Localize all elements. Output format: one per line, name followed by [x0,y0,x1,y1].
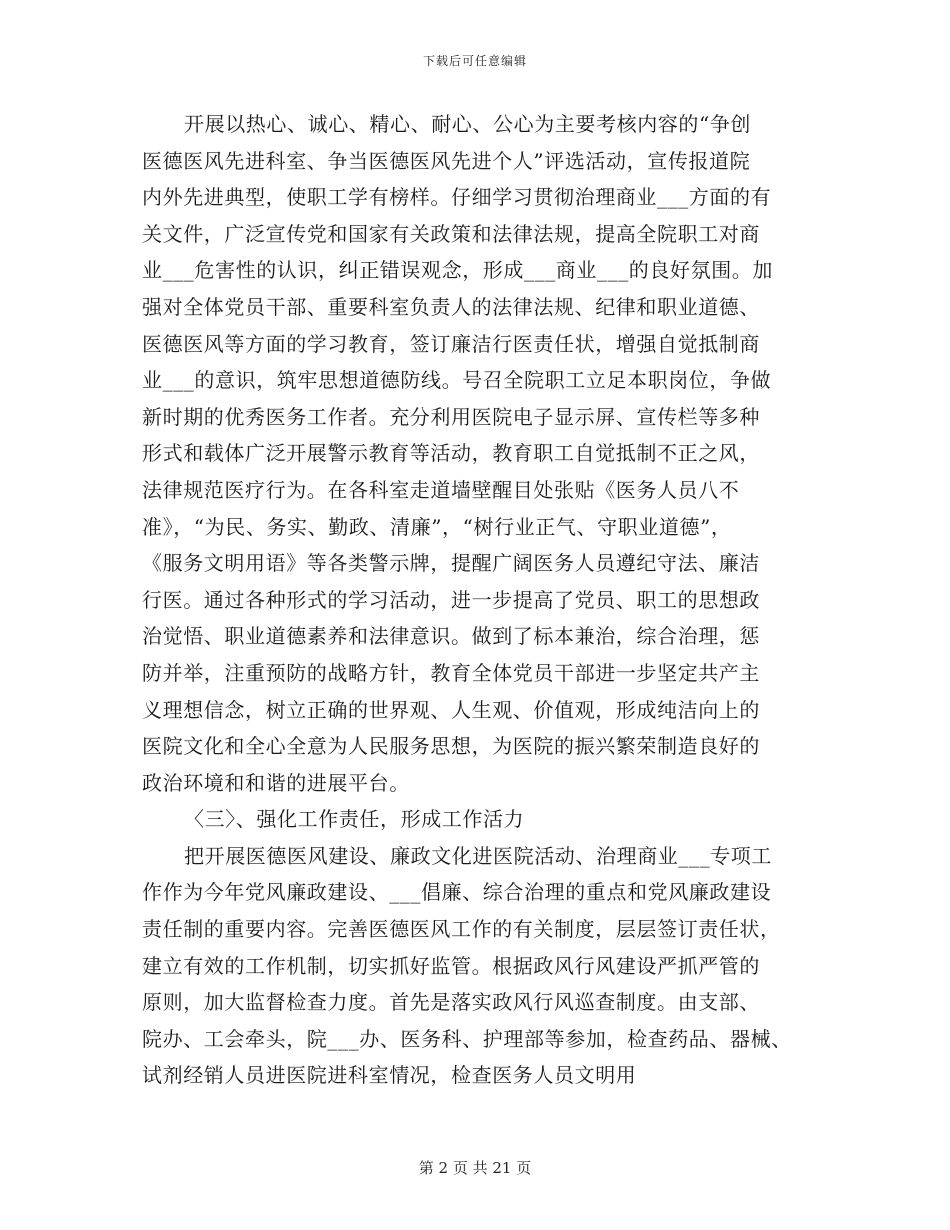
text-line: 院办、工会牵头，院___办、医务科、护理部等参加，检查药品、器械、 [142,1026,792,1051]
text-line: 法律规范医疗行为。在各科室走道墙壁醒目处张贴《医务人员八不 [142,477,740,502]
text-line: 开展以热心、诚心、精心、耐心、公心为主要考核内容的“争创 [184,112,752,136]
text-line: 义理想信念，树立正确的世界观、人生观、价值观，形成纯洁向上的 [142,697,760,722]
text-line: 把开展医德医风建设、廉政文化进医院活动、治理商业___专项工 [184,843,772,868]
text-line: 形式和载体广泛开展警示教育等活动，教育职工自觉抵制不正之风， [142,441,760,466]
text-line: 业___危害性的认识，纠正错误观念，形成___商业___的良好氛围。加 [142,258,773,283]
text-line: 准》，“为民、务实、勤政、清廉”，“树行业正气、守职业道德”， [142,514,732,539]
text-line: 责任制的重要内容。完善医德医风工作的有关制度，层层签订责任状， [142,917,781,942]
text-line: 防并举，注重预防的战略方针，教育全体党员干部进一步坚定共产主 [142,660,760,685]
page-number: 第 2 页 共 21 页 [418,1159,532,1177]
text-line: 新时期的优秀医务工作者。充分利用医院电子显示屏、宣传栏等多种 [142,404,760,429]
text-line: 医德医风先进科室、争当医德医风先进个人”评选活动，宣传报道院 [142,148,751,173]
text-line: 作作为今年党风廉政建设、___倡廉、综合治理的重点和党风廉政建设 [142,880,772,905]
text-line: 政治环境和和谐的进展平台。 [142,770,410,795]
text-line: 内外先进典型，使职工学有榜样。仔细学习贯彻治理商业___方面的有 [142,185,772,210]
text-line: 医德医风等方面的学习教育，签订廉洁行医责任状，增强自觉抵制商 [142,331,760,356]
text-line: 《服务文明用语》等各类警示牌，提醒广阔医务人员遵纪守法、廉洁 [142,551,760,576]
section-heading: 〈三〉、强化工作责任，形成工作活力 [184,807,525,832]
text-line: 医院文化和全心全意为人民服务思想，为医院的振兴繁荣制造良好的 [142,734,760,759]
page-header: 下载后可任意编辑 [422,54,527,68]
text-line: 原则，加大监督检查力度。首先是落实政风行风巡查制度。由支部、 [142,990,760,1015]
text-line: 治觉悟、职业道德素养和法律意识。做到了标本兼治，综合治理，惩 [142,624,760,649]
text-line: 试剂经销人员进医院进科室情况，检查医务人员文明用 [142,1063,637,1088]
text-line: 建立有效的工作机制，切实抓好监管。根据政风行风建设严抓严管的 [142,953,760,978]
text-line: 强对全体党员干部、重要科室负责人的法律法规、纪律和职业道德、 [142,294,760,319]
document-body [142,106,832,1094]
text-line: 行医。通过各种形式的学习活动，进一步提高了党员、职工的思想政 [142,587,760,612]
text-line: 关文件，广泛宣传党和国家有关政策和法律法规，提高全院职工对商 [142,221,760,246]
text-line: 业___的意识，筑牢思想道德防线。号召全院职工立足本职岗位，争做 [142,368,772,393]
